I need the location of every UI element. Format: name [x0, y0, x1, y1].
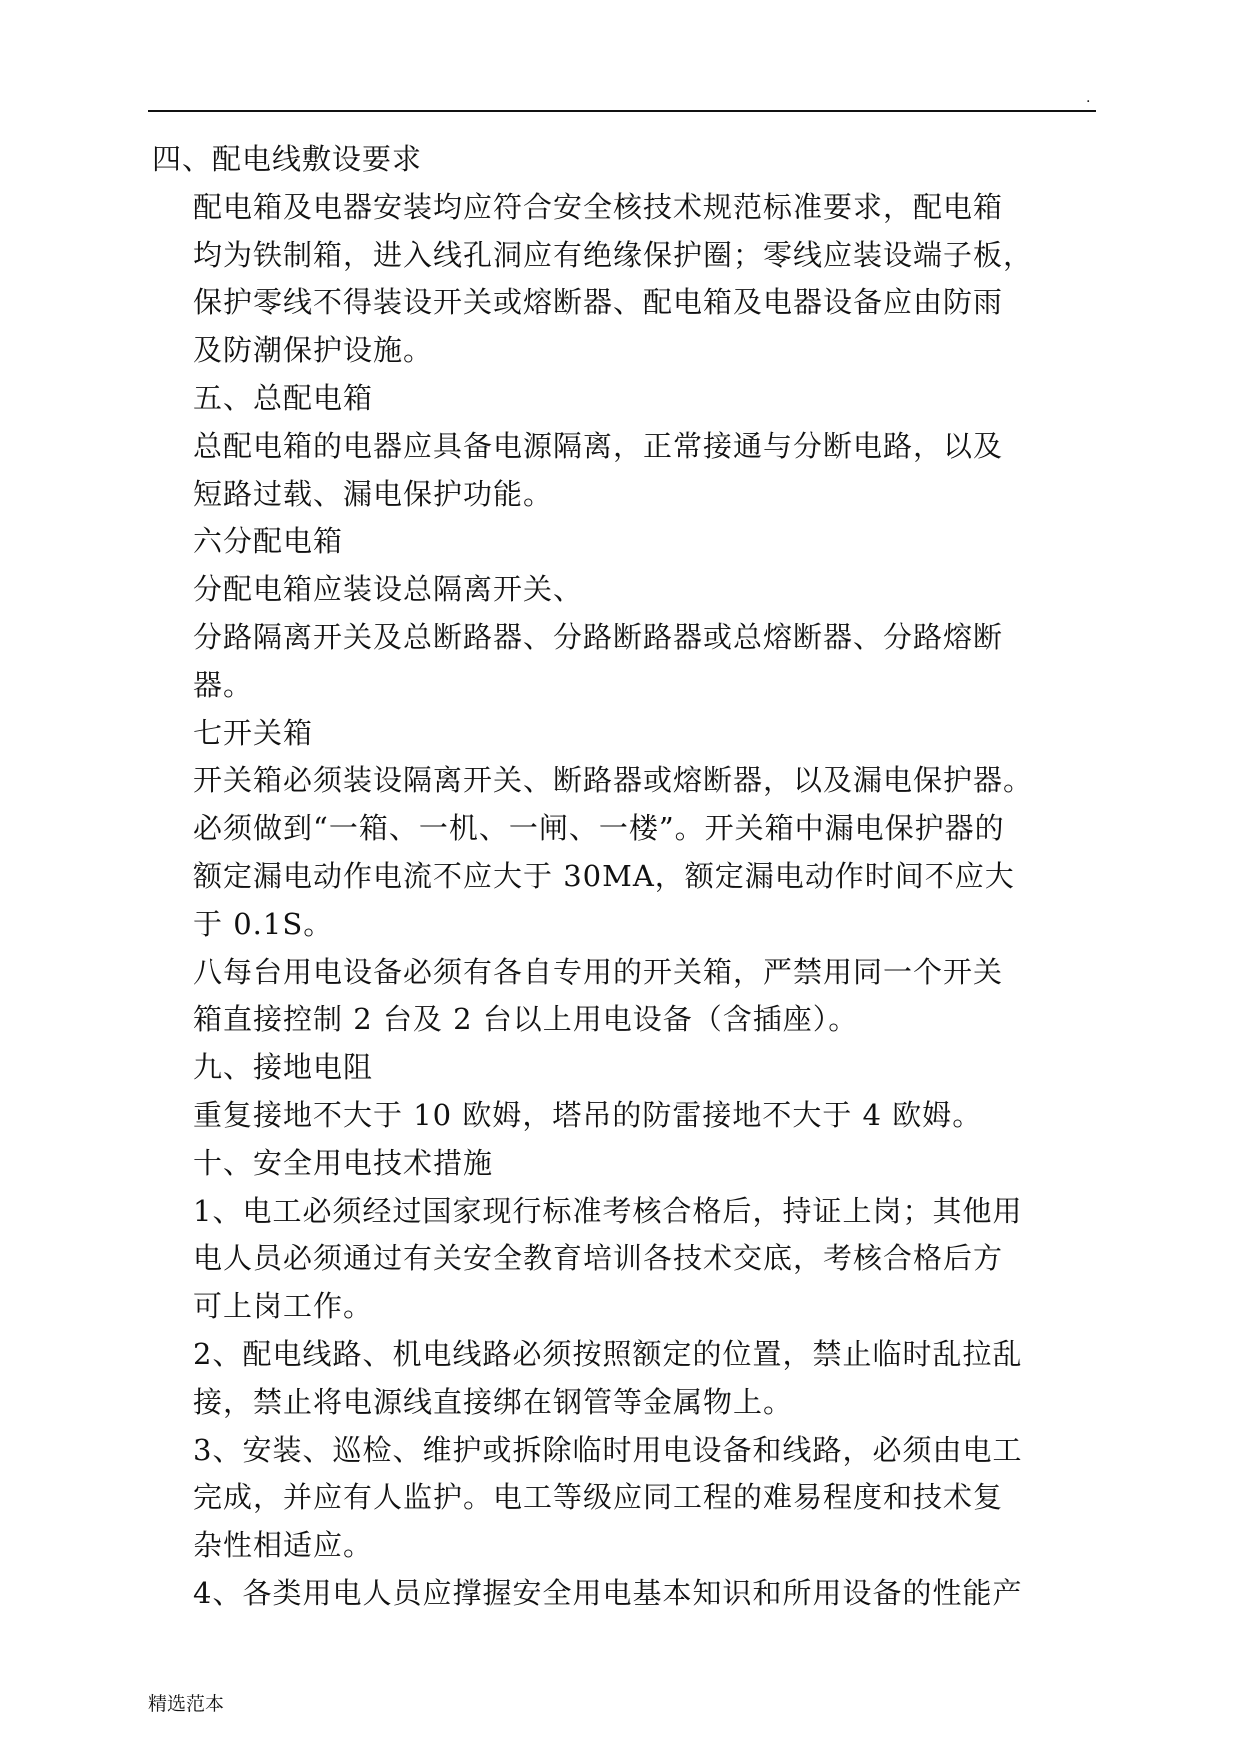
section-heading: 四、配电线敷设要求	[152, 142, 423, 176]
section-heading: 九、接地电阻	[193, 1050, 374, 1085]
header-rule	[148, 110, 1096, 112]
paragraph-line: 及防潮保护设施。	[193, 333, 434, 368]
paragraph-line: 电人员必须通过有关安全教育培训各技术交底，考核合格后方	[193, 1241, 1004, 1276]
header-mark: .	[1086, 90, 1091, 106]
paragraph-line: 箱直接控制 2 台及 2 台以上用电设备（含插座）。	[193, 1002, 859, 1037]
paragraph-line: 分路隔离开关及总断路器、分路断路器或总熔断器、分路熔断	[193, 619, 1004, 654]
section-heading: 六分配电箱	[193, 524, 344, 559]
section-heading: 十、安全用电技术措施	[193, 1145, 494, 1180]
paragraph-line: 总配电箱的电器应具备电源隔离，正常接通与分断电路，以及	[193, 428, 1004, 463]
paragraph-line: 分配电箱应装设总隔离开关、	[193, 572, 584, 607]
paragraph-line: 接，禁止将电源线直接绑在钢管等金属物上。	[193, 1384, 794, 1419]
paragraph-line: 短路过载、漏电保护功能。	[193, 476, 554, 511]
paragraph-line: 2、配电线路、机电线路必须按照额定的位置，禁止临时乱拉乱	[193, 1336, 1023, 1371]
paragraph-line: 器。	[193, 667, 254, 702]
paragraph-line: 4、各类用电人员应撑握安全用电基本知识和所用设备的性能产	[193, 1575, 1023, 1610]
paragraph-line: 3、安装、巡检、维护或拆除临时用电设备和线路，必须由电工	[193, 1432, 1023, 1467]
paragraph-line: 额定漏电动作电流不应大于 30MA，额定漏电动作时间不应大	[193, 858, 1015, 893]
paragraph-line: 杂性相适应。	[193, 1528, 374, 1563]
paragraph-line: 重复接地不大于 10 欧姆，塔吊的防雷接地不大于 4 欧姆。	[193, 1097, 983, 1132]
paragraph-line: 八每台用电设备必须有各自专用的开关箱，严禁用同一个开关	[193, 954, 1004, 989]
paragraph-line: 开关箱必须装设隔离开关、断路器或熔断器，以及漏电保护器。	[193, 763, 1034, 798]
paragraph-line: 可上岗工作。	[193, 1289, 374, 1324]
paragraph-line: 必须做到“一箱、一机、一闸、一楼”。开关箱中漏电保护器的	[193, 811, 1005, 846]
paragraph-line: 保护零线不得装设开关或熔断器、配电箱及电器设备应由防雨	[193, 285, 1004, 320]
footer-label: 精选范本	[148, 1693, 225, 1715]
section-heading: 五、总配电箱	[193, 380, 374, 415]
paragraph-line: 于 0.1S。	[193, 906, 334, 941]
paragraph-line: 均为铁制箱，进入线孔洞应有绝缘保护圈；零线应装设端子板，	[193, 237, 1034, 272]
section-heading: 七开关箱	[193, 715, 314, 750]
paragraph-line: 配电箱及电器安装均应符合安全核技术规范标准要求，配电箱	[193, 189, 1004, 224]
paragraph-line: 完成，并应有人监护。电工等级应同工程的难易程度和技术复	[193, 1480, 1004, 1515]
document-body	[152, 136, 1096, 1618]
paragraph-line: 1、电工必须经过国家现行标准考核合格后，持证上岗；其他用	[193, 1193, 1023, 1228]
